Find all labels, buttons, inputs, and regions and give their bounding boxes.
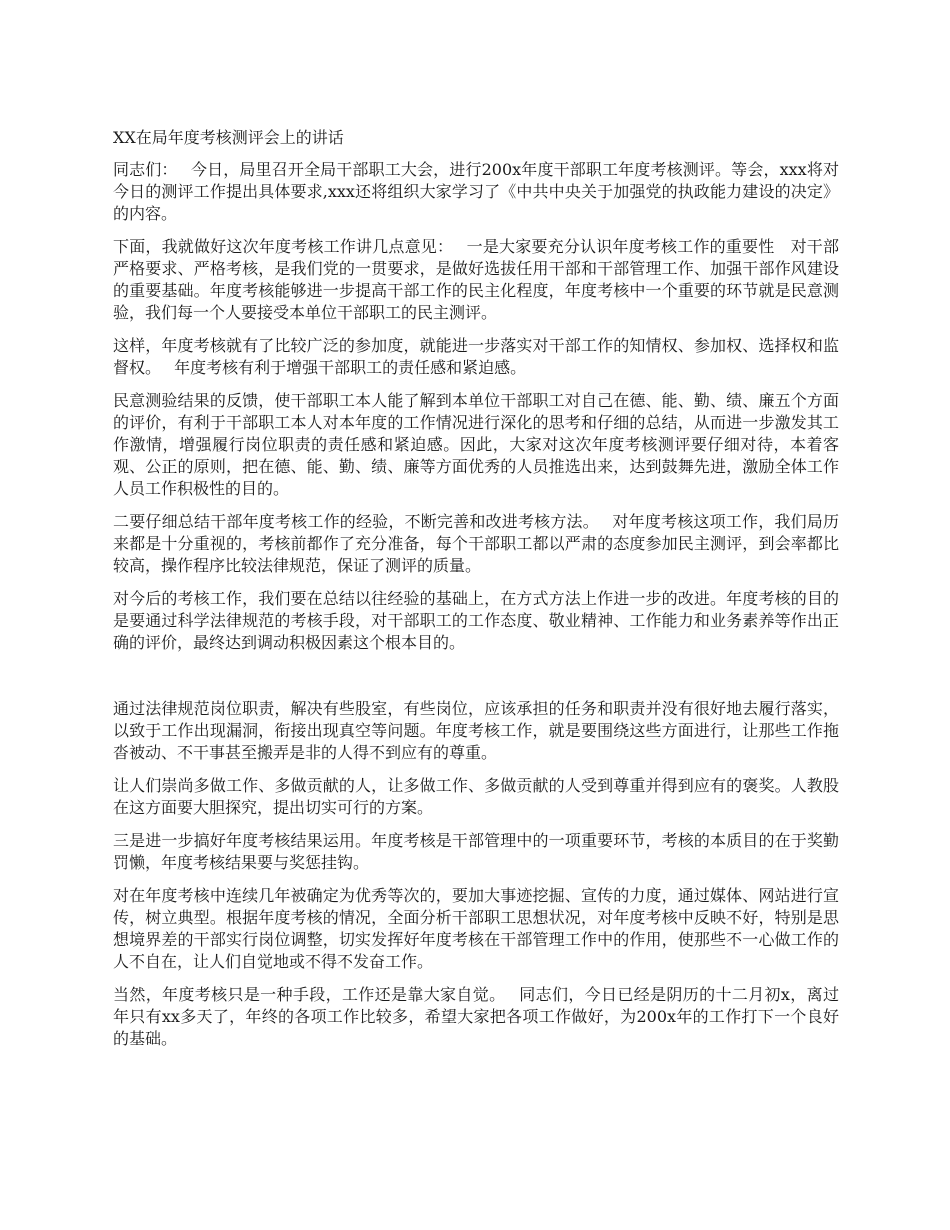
paragraph: 民意测验结果的反馈，使干部职工本人能了解到本单位干部职工对自己在德、能、勤、绩、廉五个方面的评价，有利于干部职工本人对本年度的工作情况进行深化的思考和仔细的总结，从而进一步激发其工作激情，增强履行岗位职责的责任感和紧迫感。因此，大家对这次年度考核测评要仔细对待，本着客观、公正的原则，把在德、能、勤、绩、廉等方面优秀的人员推选出来，达到鼓舞先进，激励全体工作人员工作积极性的目的。: [113, 391, 839, 498]
section-gap: [113, 665, 839, 698]
paragraph: 二要仔细总结干部年度考核工作的经验，不断完善和改进考核方法。 对年度考核这项工作，我们局历来都是十分重视的，考核前都作了充分准备，每个干部职工都以严肃的态度参加民主测评，到会率都比较高，操作程序比较法律规范，保证了测评的质量。: [113, 512, 839, 575]
paragraph: 对在年度考核中连续几年被确定为优秀等次的，要加大事迹挖掘、宣传的力度，通过媒体、网站进行宣传，树立典型。根据年度考核的情况，全面分析干部职工思想状况，对年度考核中反映不好，特别是思想境界差的干部实行岗位调整，切实发挥好年度考核在干部管理工作中的作用，使那些不一心做工作的人不自在，让人们自觉地或不得不发奋工作。: [113, 886, 839, 971]
paragraph: 让人们崇尚多做工作、多做贡献的人，让多做工作、多做贡献的人受到尊重并得到应有的褒奖。人教股在这方面要大胆探究，提出切实可行的方案。: [113, 776, 839, 817]
paragraph: 当然，年度考核只是一种手段，工作还是靠大家自觉。 同志们，今日已经是阴历的十二月初x，离过年只有xx多天了，年终的各项工作比较多，希望大家把各项工作做好，为200x年的工作打下一个良好的基础。: [113, 985, 839, 1048]
paragraph: 同志们： 今日，局里召开全局干部职工大会，进行200x年度干部职工年度考核测评。等会，xxx将对今日的测评工作提出具体要求,xxx还将组织大家学习了《中共中央关于加强党的执政能力建设的决定》的内容。: [113, 160, 839, 223]
document-page: [113, 127, 839, 1061]
paragraph: 这样，年度考核就有了比较广泛的参加度，就能进一步落实对干部工作的知情权、参加权、选择权和监督权。 年度考核有利于增强干部职工的责任感和紧迫感。: [113, 336, 839, 377]
paragraph: 三是进一步搞好年度考核结果运用。年度考核是干部管理中的一项重要环节，考核的本质目的在于奖勤罚懒，年度考核结果要与奖惩挂钩。: [113, 831, 839, 872]
document-title: XX在局年度考核测评会上的讲话: [113, 128, 344, 147]
paragraph: 下面，我就做好这次年度考核工作讲几点意见： 一是大家要充分认识年度考核工作的重要性 对干部严格要求、严格考核，是我们党的一贯要求，是做好选拔任用干部和干部管理工作、加强干部作风建设的重要基础。年度考核能够进一步提高干部工作的民主化程度，年度考核中一个重要的环节就是民意测验，我们每一个人要接受本单位干部职工的民主测评。: [113, 237, 839, 322]
paragraph: 通过法律规范岗位职责，解决有些股室，有些岗位，应该承担的任务和职责并没有很好地去履行落实，以致于工作出现漏洞，衔接出现真空等问题。年度考核工作，就是要围绕这些方面进行，让那些工作拖沓被动、不干事甚至搬弄是非的人得不到应有的尊重。: [113, 699, 839, 762]
paragraph: 对今后的考核工作，我们要在总结以往经验的基础上，在方式方法上作进一步的改进。年度考核的目的是要通过科学法律规范的考核手段，对干部职工的工作态度、敬业精神、工作能力和业务素养等作出正确的评价，最终达到调动积极因素这个根本目的。: [113, 589, 839, 652]
